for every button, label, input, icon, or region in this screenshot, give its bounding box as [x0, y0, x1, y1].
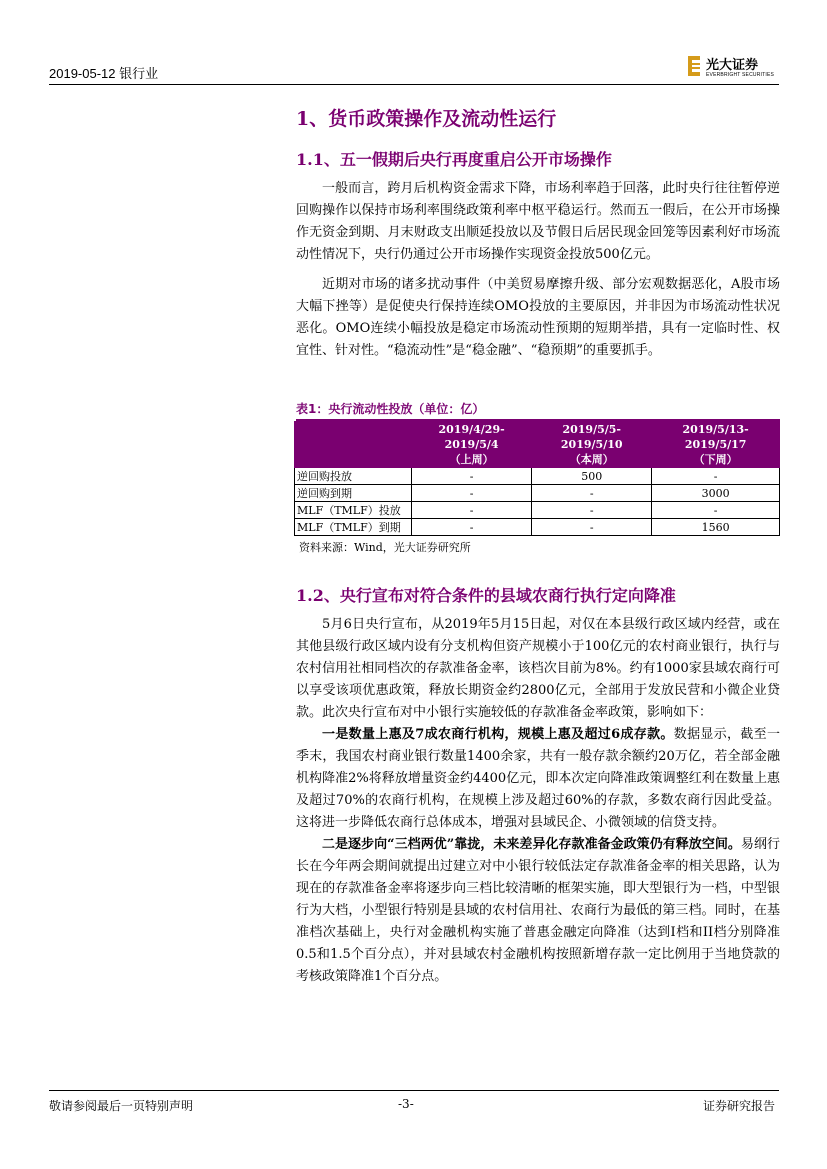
logo-text-cn: 光大证券 — [706, 58, 759, 73]
table-1-title: 表1：央行流动性投放（单位：亿） — [296, 402, 485, 416]
paragraph-rest: 易纲行长在今年两会期间就提出过建立对中小银行较低法定存款准备金率的相关思路，认为现在的存款准备金率将逐步向三档比较清晰的框架实施，即大型银行为一档，中型银行为大档，小型银行特别是县域的农村信用社、农商行为最低的第三档。同时，在基准档次基础上，央行对金融机构实施了普惠金融定向降准（达到I档和II档分别降准0.5和1.5个百分点），并对县域农村金融机构按照新增存款一定比例用于当地贷款的考核政策降准1个百分点。 — [296, 837, 780, 984]
logo-mark-icon — [688, 56, 700, 76]
table-row-label: MLF（TMLF）投放 — [295, 502, 412, 519]
table-cell: - — [532, 485, 652, 502]
paragraph: 一般而言，跨月后机构资金需求下降，市场利率趋于回落，此时央行往往暂停逆回购操作以保持市场利率围绕政策利率中枢平稳运行。然而五一假后，在公开市场操作无资金到期、月末财政支出顺延投放以及节假日后居民现金回笼等因素利好市场流动性情况下，央行仍通过公开市场操作实现资金投放500亿元。 — [296, 181, 780, 262]
company-logo — [688, 54, 780, 82]
paragraph — [296, 834, 780, 988]
table-cell: - — [412, 502, 532, 519]
liquidity-table — [294, 421, 780, 536]
section-1-2-heading: 1.2、央行宣布对符合条件的县域农商行执行定向降准 — [296, 586, 676, 605]
header-date-sector: 2019-05-12 银行业 — [49, 66, 159, 81]
footer-rule — [49, 1090, 779, 1091]
header-rule — [49, 84, 779, 85]
header-period: 2019/5/5-2019/5/10 — [560, 423, 623, 451]
table-header-cell — [652, 422, 780, 468]
footer-disclaimer: 敬请参阅最后一页特别声明 — [49, 1099, 194, 1113]
page-number: -3- — [398, 1097, 414, 1111]
table-row-label: 逆回购到期 — [295, 485, 412, 502]
table-cell: - — [532, 502, 652, 519]
table-row-label: 逆回购投放 — [295, 468, 412, 485]
table-cell: 3000 — [652, 485, 780, 502]
paragraph-lead-bold: 二是逐步向“三档两优”靠拢，未来差异化存款准备金政策仍有释放空间。 — [322, 837, 741, 852]
table-cell: - — [412, 468, 532, 485]
footer-report-type: 证券研究报告 — [703, 1099, 776, 1113]
table-row — [295, 502, 780, 519]
header-period: 2019/4/29-2019/5/4 — [438, 423, 505, 451]
table-row — [295, 485, 780, 502]
paragraph: 近期对市场的诸多扰动事件（中美贸易摩擦升级、部分宏观数据恶化，A股市场大幅下挫等）是促使央行保持连续OMO投放的主要原因，并非因为市场流动性状况恶化。OMO连续小幅投放是稳定市场流动性预期的短期举措，具有一定临时性、权宜性、针对性。“稳流动性”是“稳金融”、“稳预期”的重要抓手。 — [296, 277, 780, 358]
header-period-note: （下周） — [693, 453, 738, 466]
paragraph-rest: 数据显示，截至一季末，我国农村商业银行数量1400余家，共有一般存款余额约20万亿，若全部金融机构降准2%将释放增量资金约4400亿元，即本次定向降准政策调整红利在数量上惠及超过70%的农商行机构，在规模上涉及超过60%的存款，多数农商行因此受益。这将进一步降低农商行总体成本，增强对县域民企、小微领域的信贷支持。 — [296, 727, 780, 830]
section-1-heading: 1、货币政策操作及流动性运行 — [296, 108, 557, 130]
table-cell: 1560 — [652, 519, 780, 536]
paragraph — [296, 724, 780, 834]
header-period-note: （上周） — [449, 453, 494, 466]
table-cell: 500 — [532, 468, 652, 485]
table-cell: - — [412, 485, 532, 502]
paragraph: 5月6日央行宣布，从2019年5月15日起，对仅在本县级行政区域内经营，或在其他县级行政区域内设有分支机构但资产规模小于100亿元的农村商业银行，执行与农村信用社相同档次的存款准备金率，该档次目前为8%。约有1000家县域农商行可以享受该项优惠政策，释放长期资金约2800亿元，全部用于发放民营和小微企业贷款。此次央行宣布对中小银行实施较低的存款准备金率政策，影响如下： — [296, 617, 780, 720]
table-header-cell — [295, 422, 412, 468]
table-cell: - — [652, 468, 780, 485]
section-1-1-body — [296, 178, 780, 362]
table-header-cell — [412, 422, 532, 468]
table-header-cell — [532, 422, 652, 468]
table-cell: - — [412, 519, 532, 536]
section-1-2-body — [296, 614, 780, 988]
table-1-source: 资料来源：Wind，光大证券研究所 — [299, 541, 471, 554]
paragraph-lead-bold: 一是数量上惠及7成农商行机构，规模上惠及超过6成存款。 — [322, 727, 674, 742]
table-cell: - — [652, 502, 780, 519]
table-cell: - — [532, 519, 652, 536]
table-row-label: MLF（TMLF）到期 — [295, 519, 412, 536]
table-row — [295, 468, 780, 485]
header-period-note: （本周） — [569, 453, 614, 466]
table-header-row — [295, 422, 780, 468]
logo-text-en: EVERBRIGHT SECURITIES — [706, 72, 775, 78]
section-1-1-heading: 1.1、五一假期后央行再度重启公开市场操作 — [296, 150, 612, 169]
header-period: 2019/5/13-2019/5/17 — [682, 423, 749, 451]
table-row — [295, 519, 780, 536]
